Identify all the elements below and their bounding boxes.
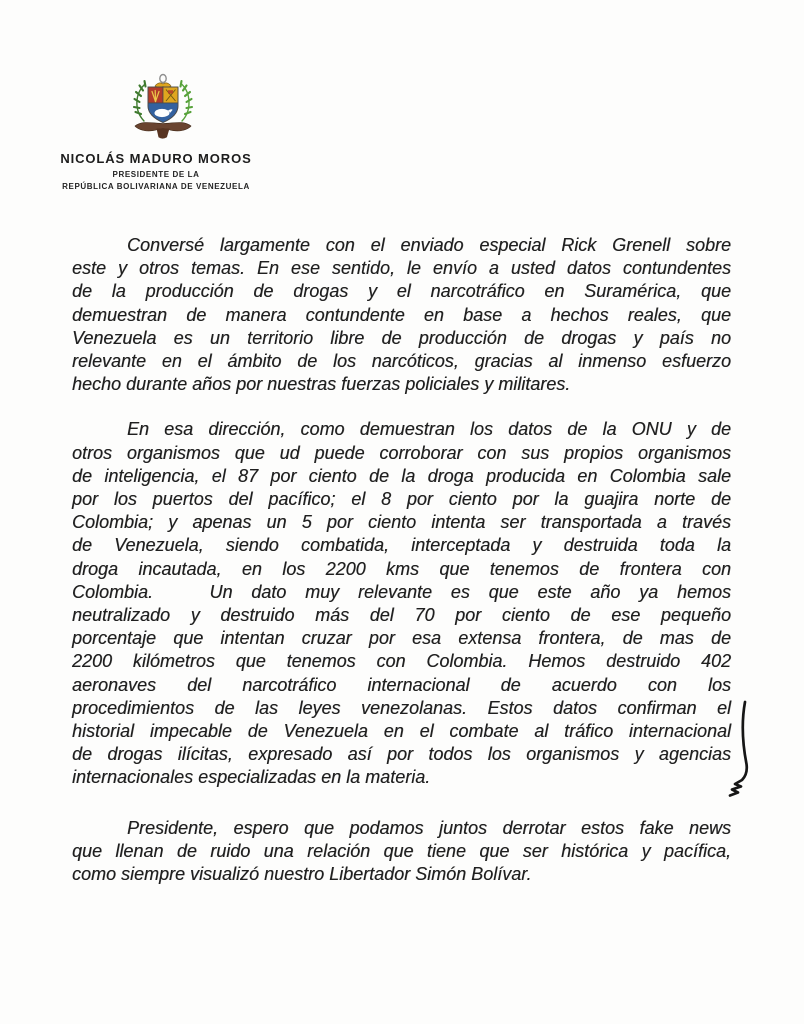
paragraph-3 bbox=[72, 817, 731, 887]
letter-line: Venezuela es un territorio libre de producción de drogas y país no bbox=[72, 327, 731, 348]
letter-line: Conversé largamente con el enviado especial Rick Grenell sobre bbox=[127, 235, 731, 255]
ribbon-banner bbox=[135, 122, 191, 138]
letter-line: relevante en el ámbito de los narcóticos, gracias al inmenso esfuerzo bbox=[72, 351, 731, 372]
letterhead bbox=[40, 151, 272, 194]
paragraph-1 bbox=[72, 234, 731, 396]
pen-stroke-annotation bbox=[722, 694, 758, 802]
letter-line: En esa dirección, como demuestran los datos de la ONU y de bbox=[127, 419, 731, 440]
president-title-line2: REPÚBLICA BOLIVARIANA DE VENEZUELA bbox=[62, 182, 250, 191]
letter-line: aeronaves del narcotráfico internacional de acuerdo con los bbox=[72, 674, 731, 695]
letter-line: de inteligencia, el 87 por ciento de la droga producida en Colombia sale bbox=[72, 465, 731, 486]
letter-line: Presidente, espero que podamos juntos derrotar estos fake news bbox=[127, 817, 731, 838]
letter-body bbox=[72, 234, 731, 886]
letter-line: otros organismos que ud puede corroborar con sus propios organismos bbox=[72, 442, 731, 463]
letter-line: de Venezuela, siendo combatida, interceptada y destruida toda la bbox=[72, 535, 731, 556]
letter-line: 2200 kilómetros que tenemos con Colombia. Hemos destruido 402 bbox=[72, 651, 731, 672]
letter-line: como siempre visualizó nuestro Libertador Simón Bolívar. bbox=[72, 864, 532, 885]
paragraph-2 bbox=[72, 418, 731, 789]
letter-line: de drogas ilícitas, expresado así por todos los organismos y agencias bbox=[72, 744, 731, 765]
letter-line: porcentaje que intentan cruzar por esa extensa frontera, de mas de bbox=[72, 628, 731, 649]
letter-line: hecho durante años por nuestras fuerzas policiales y militares. bbox=[72, 374, 571, 395]
letter-line: historial impecable de Venezuela en el combate al tráfico internacional bbox=[72, 721, 731, 742]
letter-line: por los puertos del pacífico; el 8 por ciento por la guajira norte de bbox=[72, 489, 731, 510]
letter-line: que llenan de ruido una relación que tiene que ser histórica y pacífica, bbox=[72, 840, 731, 861]
laurel-branch bbox=[134, 81, 146, 121]
president-name: NICOLÁS MADURO MOROS bbox=[60, 151, 252, 166]
letter-line: este y otros temas. En ese sentido, le envío a usted datos contundentes bbox=[72, 258, 731, 279]
palm-branch bbox=[181, 81, 193, 121]
letter-line: Colombia. Un dato muy relevante es que este año ya hemos bbox=[72, 581, 731, 602]
letter-line: de la producción de drogas y el narcotráfico en Suramérica, que bbox=[72, 281, 731, 302]
venezuela-coat-of-arms-icon bbox=[129, 73, 197, 145]
letter-line: demuestran de manera contundente en base a hechos reales, que bbox=[72, 304, 731, 325]
letter-line: procedimientos de las leyes venezolanas. Estos datos confirman el bbox=[72, 697, 731, 718]
president-title-line1: PRESIDENTE DE LA bbox=[112, 170, 200, 179]
letter-line: Colombia; y apenas un 5 por ciento intenta ser transportada a través bbox=[72, 512, 731, 533]
flag-detail bbox=[168, 90, 173, 93]
emblem-ring bbox=[160, 75, 166, 83]
letter-line: droga incautada, en los 2200 kms que tenemos de frontera con bbox=[72, 558, 731, 579]
letter-line: neutralizado y destruido más del 70 por ciento de ese pequeño bbox=[72, 605, 731, 626]
letter-line: internacionales especializadas en la materia. bbox=[72, 767, 431, 788]
